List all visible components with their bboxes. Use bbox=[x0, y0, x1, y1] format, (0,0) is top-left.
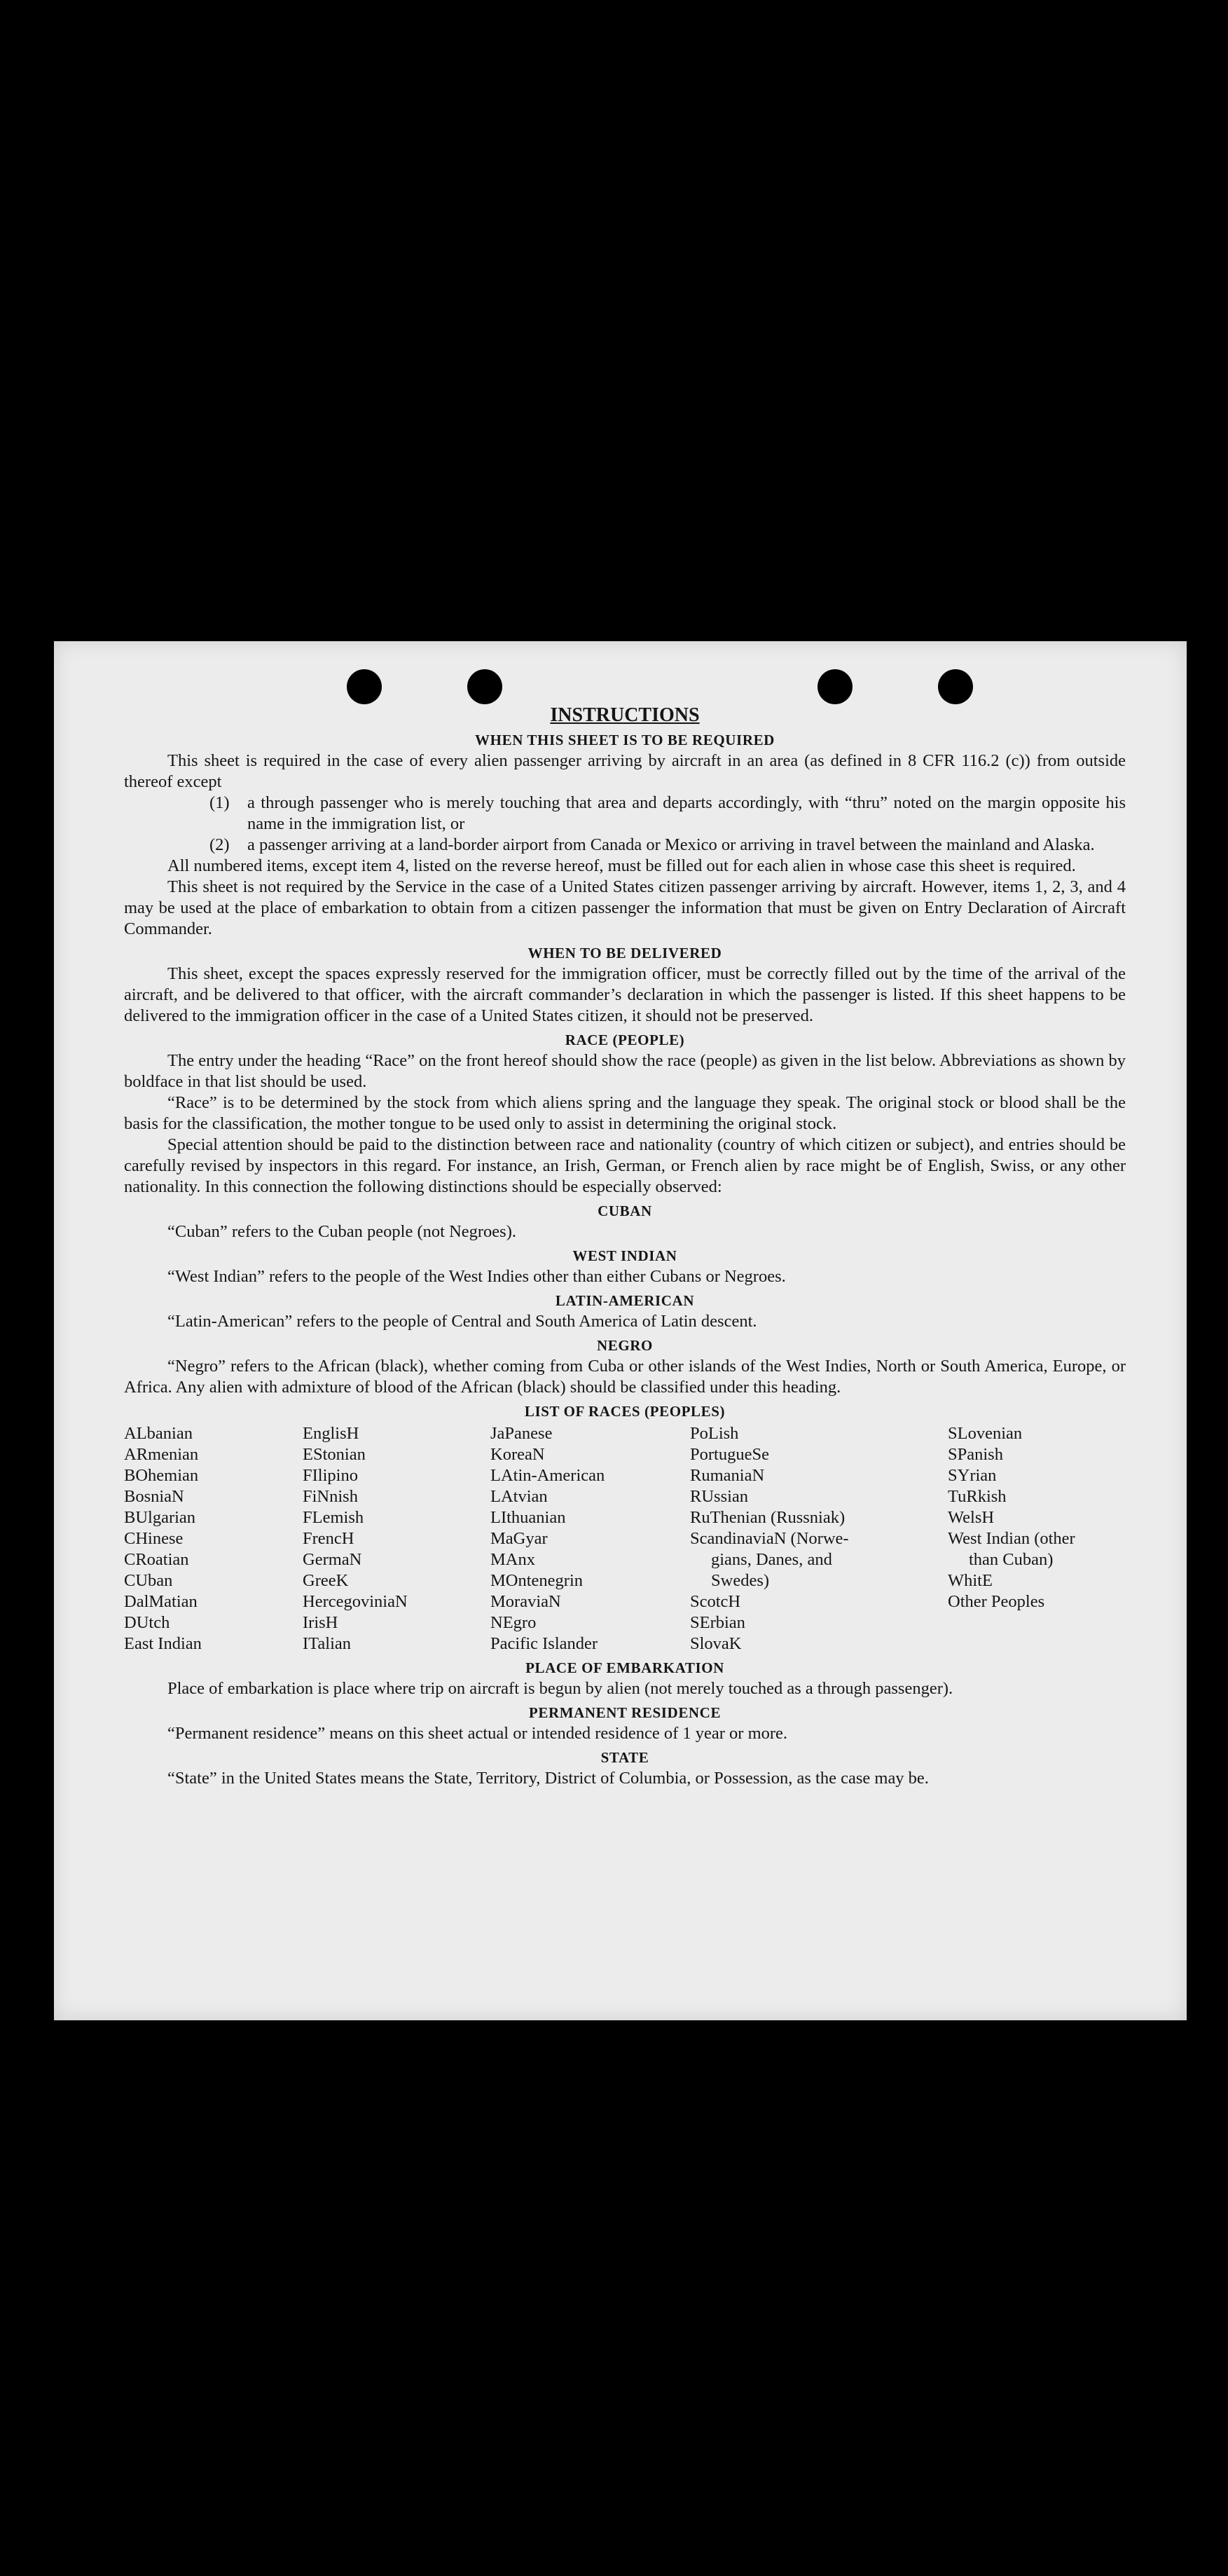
race-item: Pacific Islander bbox=[490, 1634, 598, 1653]
paragraph: “West Indian” refers to the people of the West Indies other than either Cubans or Negroes. bbox=[167, 1267, 786, 1286]
race-item: DalMatian bbox=[124, 1592, 198, 1611]
race-item: RuThenian (Russniak) bbox=[690, 1508, 846, 1527]
race-item: EStonian bbox=[303, 1445, 366, 1464]
heading-west-indian: WEST INDIAN bbox=[572, 1247, 677, 1264]
paragraph: “Latin-American” refers to the people of Central and South America of Latin descent. bbox=[167, 1312, 757, 1331]
paragraph: All numbered items, except item 4, listed on the reverse hereof, must be filled out for each alien in whose case this sheet is required. bbox=[167, 856, 1076, 875]
paragraph: The entry under the heading “Race” on the front hereof should show the race (people) as given in the list below. Abbreviations as shown by boldface in that list should be used. bbox=[124, 1051, 1126, 1091]
paragraph: “Cuban” refers to the Cuban people (not Negroes). bbox=[167, 1222, 516, 1241]
punch-hole bbox=[467, 669, 502, 704]
race-item: PoLish bbox=[690, 1424, 739, 1443]
races-column bbox=[490, 1423, 690, 1654]
heading-state: STATE bbox=[600, 1749, 649, 1766]
race-item: ITalian bbox=[303, 1634, 352, 1653]
race-item: MoraviaN bbox=[490, 1592, 561, 1611]
race-item: ARmenian bbox=[124, 1445, 199, 1464]
list-item bbox=[209, 835, 1126, 856]
page-title: INSTRUCTIONS bbox=[550, 704, 700, 726]
race-item: FiNnish bbox=[303, 1487, 358, 1506]
races-column bbox=[124, 1423, 303, 1654]
race-item: PortugueSe bbox=[690, 1445, 769, 1464]
races-column bbox=[948, 1423, 1126, 1654]
race-item: FrencH bbox=[303, 1529, 354, 1548]
race-item: CHinese bbox=[124, 1529, 184, 1548]
races-table bbox=[124, 1423, 1126, 1654]
instructions-body bbox=[124, 704, 1126, 1789]
heading-negro: NEGRO bbox=[596, 1337, 653, 1354]
race-item: FIlipino bbox=[303, 1466, 358, 1485]
race-item: SYrian bbox=[948, 1466, 997, 1485]
punch-hole bbox=[347, 669, 382, 704]
punch-hole bbox=[938, 669, 973, 704]
paragraph: “Negro” refers to the African (black), whether coming from Cuba or other islands of the West Indies, North or South America, Europe, or Africa. Any alien with admixture of blood of the African (black) should be classified under this heading. bbox=[124, 1357, 1126, 1397]
race-item: SLovenian bbox=[948, 1424, 1023, 1443]
heading-permanent-residence: PERMANENT RESIDENCE bbox=[528, 1704, 722, 1721]
race-item: LAtin-American bbox=[490, 1466, 605, 1485]
race-item: RumaniaN bbox=[690, 1466, 765, 1485]
item-text: a through passenger who is merely touching that area and departs accordingly, with “thru” noted on the margin opposite his name in the immigration list, or bbox=[247, 793, 1126, 833]
race-item: NEgro bbox=[490, 1613, 537, 1632]
item-number: (1) bbox=[209, 793, 230, 812]
race-item: LAtvian bbox=[490, 1487, 548, 1506]
race-item: SErbian bbox=[690, 1613, 745, 1632]
heading-list-of-races: LIST OF RACES (PEOPLES) bbox=[524, 1403, 726, 1420]
race-item: SlovaK bbox=[690, 1634, 742, 1653]
race-item: MaGyar bbox=[490, 1529, 548, 1548]
race-item: WelsH bbox=[948, 1508, 995, 1527]
item-text: a passenger arriving at a land-border airport from Canada or Mexico or arriving in travel between the mainland and Alaska. bbox=[247, 835, 1095, 854]
race-item: FLemish bbox=[303, 1508, 364, 1527]
paragraph: This sheet is required in the case of every alien passenger arriving by aircraft in an area (as defined in 8 CFR 116.2 (c)) from outside thereof except bbox=[124, 751, 1126, 791]
race-item: SPanish bbox=[948, 1445, 1003, 1464]
paragraph: “Race” is to be determined by the stock from which aliens spring and the language they speak. The original stock or blood shall be the basis for the classification, the mother tongue to be used only to assist in determining the original stock. bbox=[124, 1093, 1126, 1133]
paragraph: Special attention should be paid to the distinction between race and nationality (country of which citizen or subject), and entries should be carefully revised by inspectors in this regard. For instance, an Irish, German, or French alien by race might be of English, Swiss, or any other nationality. In this connection the following distinctions should be especially observed: bbox=[124, 1135, 1126, 1196]
races-column bbox=[303, 1423, 490, 1654]
race-item: East Indian bbox=[124, 1634, 202, 1653]
race-item: DUtch bbox=[124, 1613, 170, 1632]
paragraph: Place of embarkation is place where trip on aircraft is begun by alien (not merely touched as a through passenger). bbox=[167, 1679, 953, 1698]
race-item: WhitE bbox=[948, 1571, 993, 1590]
paragraph: This sheet, except the spaces expressly reserved for the immigration officer, must be correctly filled out by the time of the arrival of the aircraft, and be delivered to that officer, with the aircraft commander’s declaration in which the passenger is listed. If this sheet happens to be delivered to the immigration officer in the case of a United States citizen, it should not be preserved. bbox=[124, 964, 1126, 1025]
paragraph: This sheet is not required by the Service in the case of a United States citizen passenger arriving by aircraft. However, items 1, 2, 3, and 4 may be used at the place of embarkation to obtain from a citizen passenger the information that must be given on Entry Declaration of Aircraft Commander. bbox=[124, 877, 1126, 938]
race-item: HercegoviniaN bbox=[303, 1592, 408, 1611]
race-item: MOntenegrin bbox=[490, 1571, 583, 1590]
document-page bbox=[54, 641, 1187, 2020]
race-item: IrisH bbox=[303, 1613, 338, 1632]
heading-when-required: WHEN THIS SHEET IS TO BE REQUIRED bbox=[475, 732, 775, 748]
race-item: BUlgarian bbox=[124, 1508, 196, 1527]
race-item: ScandinaviaN (Norwe- bbox=[690, 1529, 849, 1548]
race-item: CUban bbox=[124, 1571, 173, 1590]
paragraph: “State” in the United States means the State, Territory, District of Columbia, or Possession, as the case may be. bbox=[167, 1769, 929, 1788]
punch-hole bbox=[817, 669, 853, 704]
race-item: BOhemian bbox=[124, 1466, 199, 1485]
race-item: West Indian (other bbox=[948, 1529, 1075, 1548]
item-number: (2) bbox=[209, 835, 230, 854]
race-item: MAnx bbox=[490, 1550, 535, 1569]
heading-cuban: CUBAN bbox=[598, 1203, 652, 1219]
race-item: GermaN bbox=[303, 1550, 362, 1569]
heading-race: RACE (PEOPLE) bbox=[565, 1032, 685, 1048]
race-item: LIthuanian bbox=[490, 1508, 566, 1527]
paragraph: “Permanent residence” means on this sheet actual or intended residence of 1 year or more. bbox=[167, 1724, 788, 1743]
list-item bbox=[209, 793, 1126, 835]
race-item: JaPanese bbox=[490, 1424, 553, 1443]
race-item: KoreaN bbox=[490, 1445, 545, 1464]
race-item: EnglisH bbox=[303, 1424, 359, 1443]
race-item: ScotcH bbox=[690, 1592, 741, 1611]
heading-when-delivered: WHEN TO BE DELIVERED bbox=[527, 945, 722, 961]
race-item: ALbanian bbox=[124, 1424, 193, 1443]
race-item-continued: gians, Danes, and bbox=[711, 1550, 832, 1569]
heading-latin-american: LATIN-AMERICAN bbox=[555, 1292, 695, 1309]
race-item-continued: than Cuban) bbox=[969, 1550, 1054, 1569]
races-column bbox=[690, 1423, 948, 1654]
race-item: TuRkish bbox=[948, 1487, 1007, 1506]
race-item: GreeK bbox=[303, 1571, 349, 1590]
race-item: CRoatian bbox=[124, 1550, 189, 1569]
race-item-continued: Swedes) bbox=[711, 1571, 770, 1590]
heading-place-of-embarkation: PLACE OF EMBARKATION bbox=[525, 1659, 724, 1676]
race-item: Other Peoples bbox=[948, 1592, 1045, 1611]
race-item: RUssian bbox=[690, 1487, 749, 1506]
race-item: BosniaN bbox=[124, 1487, 184, 1506]
